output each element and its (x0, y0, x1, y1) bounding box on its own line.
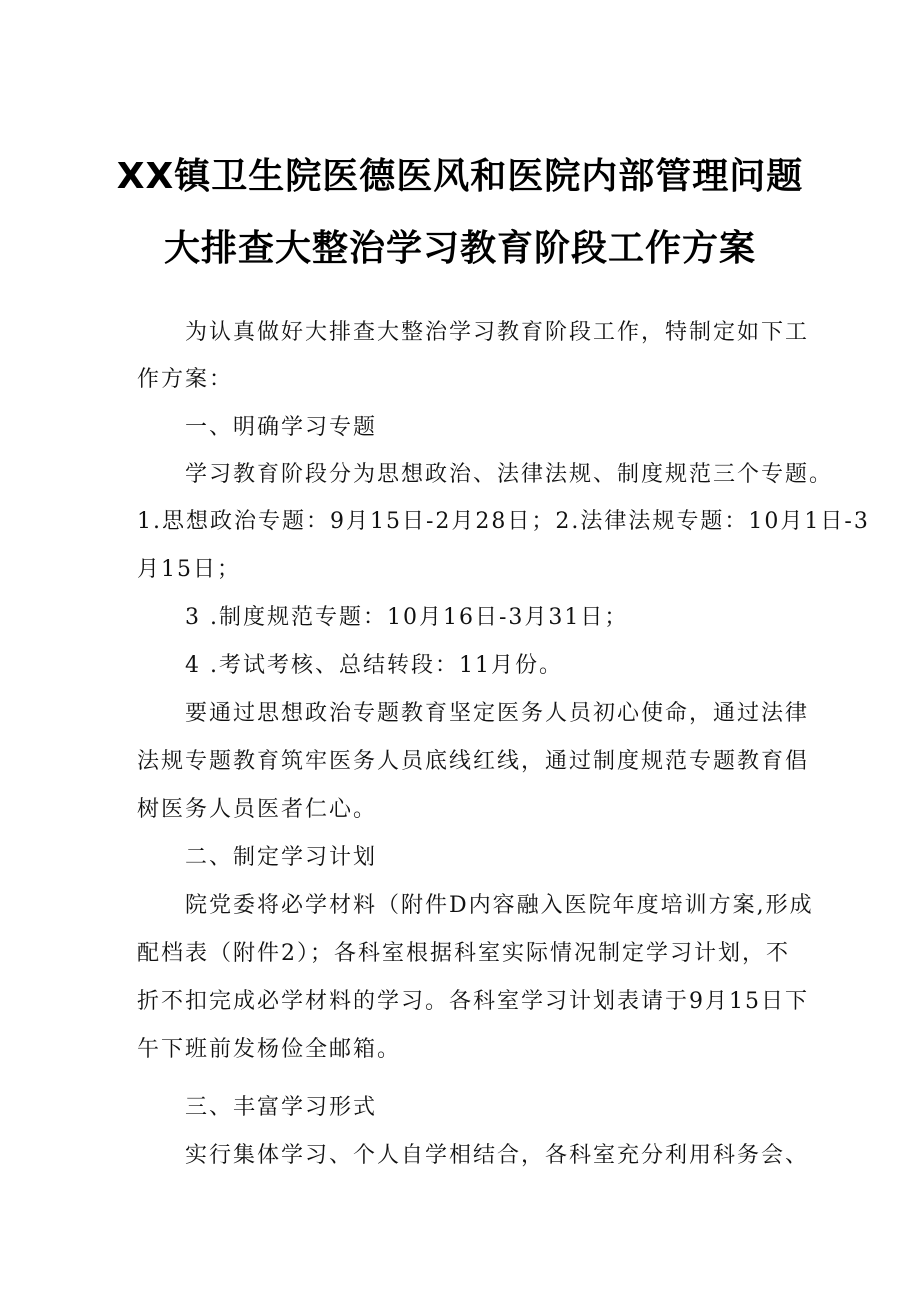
list-item-3: 3 .制度规范专题：10月16日-3月31日； (185, 605, 629, 630)
section-heading-2: 二、制定学习计划 (185, 845, 378, 870)
list-item-4: 4 .考试考核、总结转段：11月份。 (185, 653, 563, 678)
paragraph-plan-line-2: 配档表（附件2）；各科室根据科室实际情况制定学习计划，不 (137, 941, 790, 966)
section-heading-3: 三、丰富学习形式 (185, 1095, 378, 1120)
paragraph-plan-line-3: 折不扣完成必学材料的学习。各科室学习计划表请于9月15日下 (137, 989, 809, 1014)
paragraph-goals-line-1: 要通过思想政治专题教育坚定医务人员初心使命，通过法律 (185, 701, 810, 726)
paragraph-intro-line-2: 作方案： (137, 367, 234, 392)
paragraph-forms-line-1: 实行集体学习、个人自学相结合，各科室充分利用科务会、 (185, 1143, 810, 1168)
paragraph-goals-line-2: 法规专题教育筑牢医务人员底线红线，通过制度规范专题教育倡 (137, 749, 810, 774)
document-title-line-2: 大排查大整治学习教育阶段工作方案 (163, 228, 756, 269)
paragraph-intro-line-1: 为认真做好大排查大整治学习教育阶段工作，特制定如下工 (185, 320, 810, 345)
section-heading-1: 一、明确学习专题 (185, 415, 378, 440)
paragraph-plan-line-1: 院党委将必学材料（附件D内容融入医院年度培训方案,形成 (185, 893, 814, 918)
paragraph-topics-line-2: 1.思想政治专题：9月15日-2月28日；2.法律法规专题：10月1日-3 (137, 509, 870, 534)
paragraph-topics-line-3: 月15日； (137, 557, 241, 582)
document-title-line-1: XX镇卫生院医德医风和医院内部管理问题 (116, 156, 804, 197)
paragraph-plan-line-4: 午下班前发杨俭全邮箱。 (137, 1037, 402, 1062)
paragraph-goals-line-3: 树医务人员医者仁心。 (137, 797, 378, 822)
paragraph-topics-line-1: 学习教育阶段分为思想政治、法律法规、制度规范三个专题。 (185, 462, 834, 487)
